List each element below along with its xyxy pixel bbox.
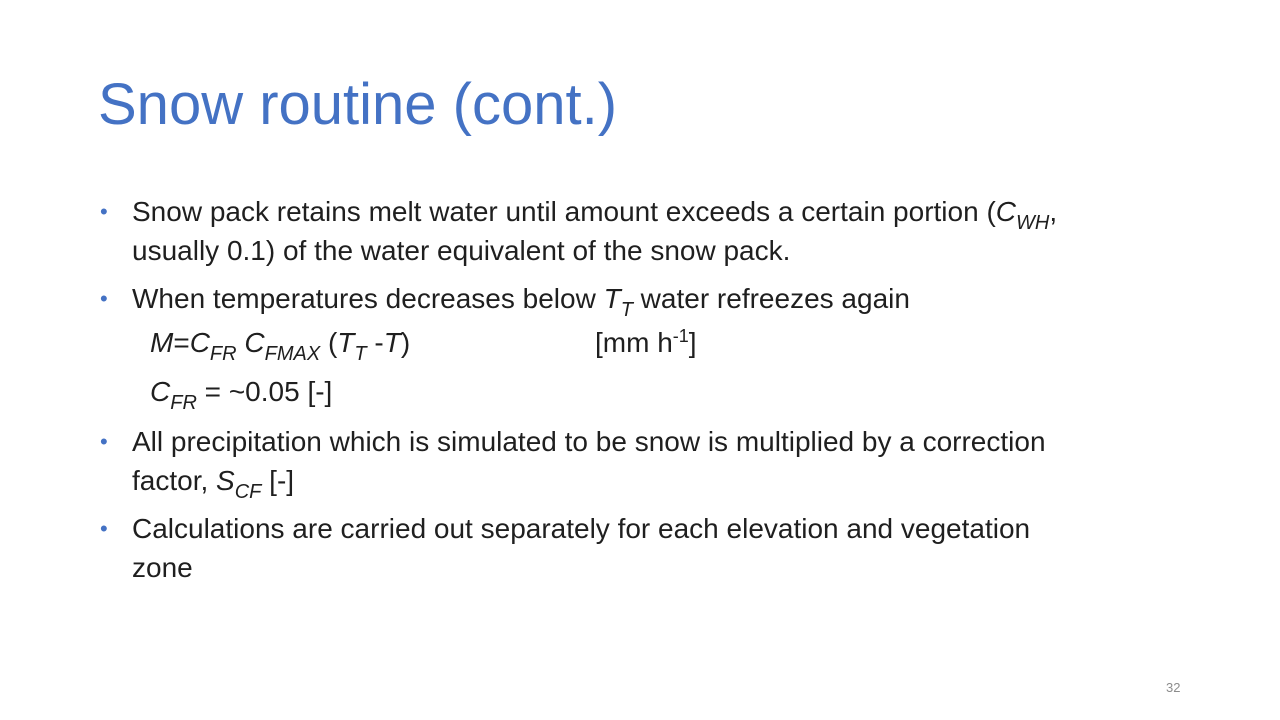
subscript: FR [170, 392, 197, 414]
formula-value: = ~0.05 [-] [196, 376, 333, 407]
subscript: FMAX [264, 343, 321, 365]
variable: C [995, 196, 1016, 227]
subscript: T [620, 299, 633, 321]
subscript: T [354, 343, 367, 365]
superscript: -1 [672, 326, 689, 346]
bullet-item [100, 422, 1080, 503]
bullet-marker: • [100, 429, 108, 454]
formula-operator: = [173, 327, 190, 358]
variable: T [337, 327, 355, 358]
subscript: CF [234, 481, 262, 503]
bullet-marker: • [100, 199, 108, 224]
bullet-marker: • [100, 516, 108, 541]
variable: M [150, 327, 174, 358]
formula-operator: - [366, 327, 384, 358]
slide-number: 32 [1166, 680, 1181, 695]
bullet-item [100, 509, 1080, 587]
subscript: FR [209, 343, 237, 365]
formula-unit [595, 318, 697, 367]
variable: T [383, 327, 401, 358]
bullet-item [100, 279, 1080, 321]
slide-title: Snow routine (cont.) [98, 72, 618, 137]
cfr-formula [100, 367, 1080, 416]
variable: T [603, 283, 621, 314]
bullet-text: water refreezes again [632, 283, 910, 314]
formula-operator: ) [400, 327, 411, 358]
bullet-text: , usually 0.1) of the water equivalent of the snow pack. [132, 196, 1058, 266]
melt-formula [100, 318, 1080, 367]
unit-text: ] [688, 327, 697, 358]
bullet-item [100, 192, 1080, 270]
bullet-text: All precipitation which is simulated to be snow is multiplied by a correction factor, [132, 426, 1046, 496]
bullet-marker: • [100, 286, 108, 311]
bullet-text: Calculations are carried out separately for each elevation and vegetation zone [132, 513, 1031, 583]
variable: S [216, 465, 235, 496]
variable: C [150, 376, 171, 407]
bullet-text: Snow pack retains melt water until amount exceeds a certain portion ( [132, 196, 996, 227]
bullet-text: [-] [261, 465, 295, 496]
bullet-text: When temperatures decreases below [132, 283, 604, 314]
unit-text: [mm h [595, 327, 673, 358]
subscript: WH [1016, 212, 1050, 234]
slide-content [100, 192, 1080, 587]
variable: C [189, 327, 210, 358]
formula-operator: ( [320, 327, 338, 358]
variable: C [244, 327, 265, 358]
